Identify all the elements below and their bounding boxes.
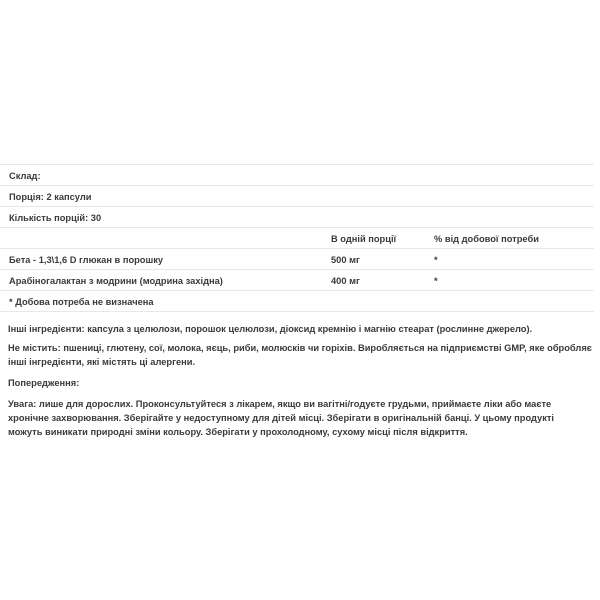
footnote: * Добова потреба не визначена: [9, 297, 154, 307]
warnings-title: Попередження:: [8, 378, 80, 388]
header-daily-value: % від добової потреби: [434, 234, 539, 244]
warnings-line-3: можуть виникати природні зміни кольору. Зберігати у прохолодному, сухому місці після відкриття.: [8, 427, 468, 437]
table-row: [0, 269, 594, 290]
table-row: [0, 206, 594, 227]
ingredient-name: Бета - 1,3\1,6 D глюкан в порошку: [9, 255, 164, 265]
ingredient-dv: *: [434, 255, 438, 265]
ingredient-name: Арабіногалактан з модрини (модрина західна): [9, 276, 223, 286]
table-row: [0, 164, 594, 185]
composition-title: Склад:: [9, 171, 41, 181]
ingredient-dv: *: [434, 276, 438, 286]
servings-count: Кількість порцій: 30: [9, 213, 102, 223]
allergens-line-2: інші інгредієнти, які містять ці алергени.: [8, 357, 196, 367]
other-ingredients: Інші інгредієнти: капсула з целюлози, порошок целюлози, діоксид кремнію і магнію стеарат (рослинне джерело).: [8, 324, 533, 334]
warnings-line-1: Увага: лише для дорослих. Проконсультуйтеся з лікарем, якщо ви вагітні/годуєте грудьми, приймаєте ліки або маєте: [8, 399, 552, 409]
header-per-serving: В одній порції: [331, 234, 397, 244]
table-row: [0, 290, 594, 312]
serving-size: Порція: 2 капсули: [9, 192, 92, 202]
ingredient-amount: 400 мг: [331, 276, 360, 286]
table-row: [0, 185, 594, 206]
ingredient-amount: 500 мг: [331, 255, 360, 265]
allergens-line-1: Не містить: пшениці, глютену, сої, молока, яєць, риби, молюсків чи горіхів. Виробляється на підприємстві GMP, яке обробляє: [8, 343, 592, 353]
composition-table: [0, 164, 594, 312]
warnings-line-2: хронічне захворювання. Зберігайте у недоступному для дітей місці. Зберігати в оригінальній банці. У цьому продукті: [8, 413, 555, 423]
table-header-row: [0, 227, 594, 248]
table-row: [0, 248, 594, 269]
